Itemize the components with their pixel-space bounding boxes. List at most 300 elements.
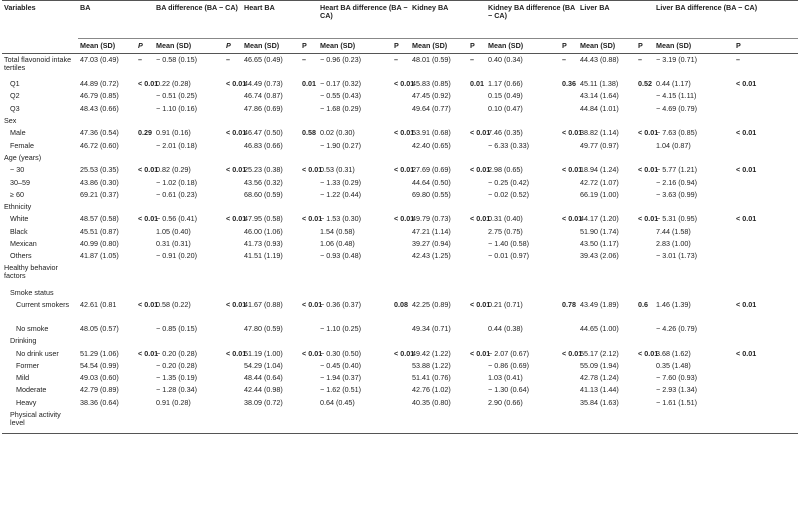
mean-sd-cell: 41.51 (1.19) (244, 251, 283, 261)
mean-sd-cell (410, 201, 468, 213)
mean-sd-cell (486, 201, 560, 213)
p-value-cell (468, 384, 486, 396)
p-value-cell (224, 323, 242, 335)
p-value-cell (300, 286, 318, 298)
subheader-p: P (224, 39, 242, 54)
p-value-cell (468, 152, 486, 164)
mean-sd-cell: − 0.61 (0.23) (156, 189, 197, 199)
p-value-cell (224, 189, 242, 201)
mean-sd-cell (154, 115, 224, 127)
p-value-cell (300, 397, 318, 409)
p-value-cell (300, 323, 318, 335)
p-value-cell: < 0.01 (138, 79, 159, 89)
mean-sd-cell (78, 409, 136, 434)
mean-sd-cell (242, 335, 300, 347)
p-value-cell (734, 152, 798, 164)
p-value-cell (734, 286, 798, 298)
table-row (2, 372, 798, 384)
p-value-cell (636, 372, 654, 384)
mean-sd-cell: − 2.16 (0.94) (656, 177, 697, 187)
mean-sd-cell: 41.13 (1.44) (580, 385, 619, 395)
mean-sd-cell: − 0.86 (0.69) (488, 360, 529, 370)
p-value-cell (224, 90, 242, 102)
mean-sd-cell: 54.29 (1.04) (244, 360, 283, 370)
p-value-cell (224, 250, 242, 262)
mean-sd-cell (318, 201, 392, 213)
mean-sd-cell (318, 115, 392, 127)
subheader-p: P (636, 39, 654, 54)
p-value-cell (560, 238, 578, 250)
p-value-cell (136, 335, 154, 347)
p-value-cell: < 0.01 (302, 299, 323, 309)
p-value-cell (300, 226, 318, 238)
p-value-cell (136, 286, 154, 298)
mean-sd-cell (578, 286, 636, 298)
row-label: Drinking (10, 336, 37, 346)
mean-sd-cell: 46.83 (0.66) (244, 140, 283, 150)
mean-sd-cell (318, 409, 392, 434)
mean-sd-cell: 49.42 (1.22) (412, 348, 451, 358)
mean-sd-cell: 69.80 (0.55) (412, 189, 451, 199)
mean-sd-cell: 46.72 (0.60) (80, 140, 119, 150)
p-value-cell: < 0.01 (226, 165, 247, 175)
mean-sd-cell: 7.46 (0.35) (488, 128, 523, 138)
mean-sd-cell (486, 262, 560, 286)
p-value-cell (224, 103, 242, 115)
p-value-cell (224, 409, 242, 434)
mean-sd-cell: 2.83 (1.00) (656, 239, 691, 249)
mean-sd-cell: 0.64 (0.45) (320, 397, 355, 407)
mean-sd-cell: − 0.02 (0.52) (488, 189, 529, 199)
header-heart-ba: Heart BA (242, 1, 318, 39)
mean-sd-cell: − 0.20 (0.28) (156, 348, 197, 358)
row-label: Q2 (10, 91, 20, 101)
header-variables: Variables (2, 1, 78, 39)
mean-sd-cell: − 2.93 (1.34) (656, 385, 697, 395)
mean-sd-cell: 53.91 (0.68) (412, 128, 451, 138)
mean-sd-cell: − 0.20 (0.28) (156, 360, 197, 370)
header-kidney-ba: Kidney BA (410, 1, 486, 39)
row-label: Healthy behavior factors (4, 263, 58, 281)
mean-sd-cell: 42.44 (0.98) (244, 385, 283, 395)
p-value-cell: 0.58 (302, 128, 317, 138)
mean-sd-cell: − 0.55 (0.43) (320, 91, 361, 101)
mean-sd-cell (654, 335, 734, 347)
p-value-cell (300, 409, 318, 434)
mean-sd-cell (242, 286, 300, 298)
mean-sd-cell: − 6.33 (0.33) (488, 140, 529, 150)
p-value-cell: < 0.01 (226, 214, 247, 224)
mean-sd-cell: − 3.01 (1.73) (656, 251, 697, 261)
table-row (2, 176, 798, 188)
mean-sd-cell: 42.79 (0.89) (80, 385, 119, 395)
mean-sd-cell (410, 262, 468, 286)
table-row (2, 335, 798, 347)
mean-sd-cell: 43.86 (0.30) (80, 177, 119, 187)
table-row (2, 238, 798, 250)
p-value-cell (224, 176, 242, 188)
mean-sd-cell: 1.54 (0.58) (320, 226, 355, 236)
mean-sd-cell (154, 262, 224, 286)
row-label: Physical activity level (2, 409, 78, 434)
subheader-p: P (734, 39, 798, 54)
p-value-cell (636, 103, 654, 115)
p-value-cell (392, 262, 410, 286)
p-value-cell: < 0.01 (638, 128, 659, 138)
p-value-cell (392, 139, 410, 151)
mean-sd-cell: − 0.01 (0.97) (488, 251, 529, 261)
table-row (2, 201, 798, 213)
p-value-cell (636, 323, 654, 335)
mean-sd-cell (78, 335, 136, 347)
p-value-cell: – (638, 55, 643, 64)
mean-sd-cell: 47.21 (1.14) (412, 226, 451, 236)
p-value-cell (560, 286, 578, 298)
mean-sd-cell: − 1.40 (0.58) (488, 239, 529, 249)
mean-sd-cell (654, 409, 734, 434)
p-value-cell (468, 372, 486, 384)
p-value-cell (468, 115, 486, 127)
p-value-cell (734, 103, 798, 115)
p-value-cell (468, 238, 486, 250)
p-value-cell (224, 115, 242, 127)
subheader-mean: Mean (SD) (154, 39, 224, 54)
p-value-cell (300, 139, 318, 151)
p-value-cell (468, 409, 486, 434)
p-value-cell (392, 323, 410, 335)
p-value-cell (224, 372, 242, 384)
mean-sd-cell (486, 409, 560, 434)
p-value-cell (300, 384, 318, 396)
mean-sd-cell: 49.77 (0.97) (580, 140, 619, 150)
mean-sd-cell: − 5.77 (1.21) (656, 165, 697, 175)
p-value-cell: < 0.01 (394, 348, 415, 358)
p-value-cell (392, 335, 410, 347)
p-value-cell (560, 384, 578, 396)
p-value-cell (636, 335, 654, 347)
subheader-p: P (136, 39, 154, 54)
p-value-cell: < 0.01 (394, 214, 415, 224)
mean-sd-cell: 0.91 (0.16) (156, 128, 191, 138)
p-value-cell (392, 176, 410, 188)
p-value-cell (734, 189, 798, 201)
p-value-cell (300, 115, 318, 127)
table-row (2, 397, 798, 409)
table-row (2, 226, 798, 238)
mean-sd-cell (578, 201, 636, 213)
mean-sd-cell: − 5.31 (0.95) (656, 214, 697, 224)
subheader-p: P (300, 39, 318, 54)
p-value-cell (136, 176, 154, 188)
p-value-cell (468, 176, 486, 188)
p-value-cell (300, 103, 318, 115)
mean-sd-cell: 46.79 (0.85) (80, 91, 119, 101)
mean-sd-cell: 18.94 (1.24) (580, 165, 619, 175)
mean-sd-cell (654, 115, 734, 127)
mean-sd-cell: 55.17 (2.12) (580, 348, 619, 358)
p-value-cell: 0.29 (138, 128, 152, 138)
p-value-cell: – (394, 55, 399, 64)
mean-sd-cell: 68.60 (0.59) (244, 189, 283, 199)
row-label: Q1 (10, 79, 20, 89)
mean-sd-cell: 49.64 (0.77) (412, 103, 451, 113)
mean-sd-cell: 46.74 (0.87) (244, 91, 283, 101)
p-value-cell (636, 152, 654, 164)
p-value-cell (468, 139, 486, 151)
mean-sd-cell: − 0.91 (0.20) (156, 251, 197, 261)
p-value-cell (136, 103, 154, 115)
p-value-cell (734, 238, 798, 250)
p-value-cell (392, 201, 410, 213)
subheader-mean: Mean (SD) (410, 39, 468, 54)
mean-sd-cell: 0.82 (0.29) (156, 165, 191, 175)
mean-sd-cell: 44.89 (0.72) (80, 79, 119, 89)
mean-sd-cell: 38.82 (1.14) (580, 128, 619, 138)
p-value-cell (560, 189, 578, 201)
mean-sd-cell (410, 335, 468, 347)
mean-sd-cell: 35.84 (1.63) (580, 397, 619, 407)
mean-sd-cell (654, 152, 734, 164)
p-value-cell (468, 226, 486, 238)
mean-sd-cell: 1.03 (0.41) (488, 373, 523, 383)
row-label: No smoke (16, 323, 49, 333)
mean-sd-cell: 25.23 (0.38) (244, 165, 283, 175)
p-value-cell (224, 286, 242, 298)
p-value-cell (392, 226, 410, 238)
mean-sd-cell: 49.34 (0.71) (412, 323, 451, 333)
p-value-cell: < 0.01 (736, 165, 757, 175)
p-value-cell (636, 409, 654, 434)
p-value-cell: < 0.01 (302, 214, 323, 224)
p-value-cell: < 0.01 (226, 79, 247, 89)
mean-sd-cell: − 7.60 (0.93) (656, 373, 697, 383)
p-value-cell (300, 360, 318, 372)
mean-sd-cell: − 3.63 (0.99) (656, 189, 697, 199)
p-value-cell: < 0.01 (470, 165, 491, 175)
p-value-cell (136, 226, 154, 238)
table-row (2, 164, 798, 176)
p-value-cell: < 0.01 (736, 214, 757, 224)
p-value-cell: < 0.01 (138, 165, 159, 175)
mean-sd-cell: 42.43 (1.25) (412, 251, 451, 261)
p-value-cell (468, 335, 486, 347)
subheader-p: P (560, 39, 578, 54)
row-label: Moderate (16, 385, 47, 395)
mean-sd-cell (486, 115, 560, 127)
p-value-cell (300, 262, 318, 286)
p-value-cell (560, 262, 578, 286)
p-value-cell: < 0.01 (470, 348, 491, 358)
p-value-cell (468, 323, 486, 335)
mean-sd-cell (578, 262, 636, 286)
row-label: Sex (4, 116, 17, 126)
p-value-cell: < 0.01 (736, 79, 757, 89)
table-row (2, 139, 798, 151)
mean-sd-cell: 51.19 (1.00) (244, 348, 283, 358)
mean-sd-cell: − 0.25 (0.42) (488, 177, 529, 187)
p-value-cell (392, 250, 410, 262)
mean-sd-cell (410, 409, 468, 434)
mean-sd-cell: 0.22 (0.28) (156, 79, 191, 89)
mean-sd-cell: 41.67 (0.88) (244, 299, 283, 309)
p-value-cell (300, 238, 318, 250)
mean-sd-cell (578, 335, 636, 347)
mean-sd-cell: 49.79 (0.73) (412, 214, 451, 224)
row-label: Female (10, 140, 34, 150)
p-value-cell (468, 286, 486, 298)
mean-sd-cell: 2.75 (0.75) (488, 226, 523, 236)
p-value-cell (224, 384, 242, 396)
p-value-cell (224, 397, 242, 409)
mean-sd-cell: 0.53 (0.31) (320, 165, 355, 175)
table-row (2, 78, 798, 90)
p-value-cell (560, 250, 578, 262)
p-value-cell (300, 152, 318, 164)
mean-sd-cell (318, 286, 392, 298)
p-value-cell (300, 90, 318, 102)
mean-sd-cell: 69.21 (0.37) (80, 189, 119, 199)
mean-sd-cell (78, 262, 136, 286)
mean-sd-cell: 7.44 (1.58) (656, 226, 691, 236)
p-value-cell (136, 238, 154, 250)
row-label: Q3 (10, 103, 20, 113)
mean-sd-cell: 39.43 (2.06) (580, 251, 619, 261)
mean-sd-cell: 44.65 (1.00) (580, 323, 619, 333)
mean-sd-cell: − 0.17 (0.32) (320, 79, 361, 89)
mean-sd-cell: 1.04 (0.87) (656, 140, 691, 150)
p-value-cell (392, 384, 410, 396)
subheader-mean: Mean (SD) (242, 39, 300, 54)
p-value-cell (392, 238, 410, 250)
mean-sd-cell: − 1.30 (0.64) (488, 385, 529, 395)
mean-sd-cell: 44.84 (1.01) (580, 103, 619, 113)
row-label: Mild (16, 373, 30, 383)
mean-sd-cell: − 1.53 (0.30) (320, 214, 361, 224)
p-value-cell (224, 152, 242, 164)
p-value-cell (136, 409, 154, 434)
p-value-cell (300, 372, 318, 384)
p-value-cell (392, 115, 410, 127)
header-ba: BA (78, 1, 154, 39)
p-value-cell: < 0.01 (394, 128, 415, 138)
mean-sd-cell: 42.76 (1.02) (412, 385, 451, 395)
p-value-cell: < 0.01 (736, 348, 757, 358)
mean-sd-cell: 43.56 (0.32) (244, 177, 283, 187)
table-row (2, 90, 798, 102)
mean-sd-cell (242, 115, 300, 127)
mean-sd-cell (486, 335, 560, 347)
mean-sd-cell: 40.35 (0.80) (412, 397, 451, 407)
p-value-cell: < 0.01 (470, 299, 491, 309)
p-value-cell (224, 201, 242, 213)
row-label: No drink user (16, 348, 59, 358)
mean-sd-cell: 1.05 (0.40) (156, 226, 191, 236)
mean-sd-cell: 3.68 (1.62) (656, 348, 691, 358)
mean-sd-cell (154, 286, 224, 298)
mean-sd-cell: 0.58 (0.22) (156, 299, 191, 309)
mean-sd-cell: 45.83 (0.85) (412, 79, 451, 89)
mean-sd-cell: 51.41 (0.76) (412, 373, 451, 383)
mean-sd-cell: 54.54 (0.99) (80, 360, 119, 370)
mean-sd-cell: − 0.45 (0.40) (320, 360, 361, 370)
p-value-cell (560, 152, 578, 164)
subheader-p: P (392, 39, 410, 54)
p-value-cell (734, 90, 798, 102)
p-value-cell (734, 397, 798, 409)
p-value-cell (560, 90, 578, 102)
mean-sd-cell (654, 201, 734, 213)
mean-sd-cell (410, 152, 468, 164)
p-value-cell (392, 189, 410, 201)
mean-sd-cell (654, 262, 734, 286)
mean-sd-cell (242, 201, 300, 213)
p-value-cell (636, 384, 654, 396)
p-value-cell: – (138, 55, 142, 64)
mean-sd-cell: 1.46 (1.39) (656, 299, 691, 309)
mean-sd-cell: − 1.62 (0.51) (320, 385, 361, 395)
mean-sd-cell: − 0.93 (0.48) (320, 251, 361, 261)
mean-sd-cell: 38.09 (0.72) (244, 397, 283, 407)
mean-sd-cell: − 3.19 (0.71) (656, 55, 697, 64)
mean-sd-cell: 42.78 (1.24) (580, 373, 619, 383)
p-value-cell (734, 139, 798, 151)
mean-sd-cell (486, 286, 560, 298)
mean-sd-cell: 45.11 (1.38) (580, 79, 619, 89)
p-value-cell (468, 201, 486, 213)
mean-sd-cell: − 7.63 (0.85) (656, 128, 697, 138)
row-label: Smoke status (10, 287, 54, 297)
p-value-cell: 0.08 (394, 299, 409, 309)
mean-sd-cell: 41.73 (0.93) (244, 239, 283, 249)
mean-sd-cell: − 0.96 (0.23) (320, 55, 361, 64)
row-label: Heavy (16, 397, 37, 407)
p-value-cell: 0.01 (302, 79, 317, 89)
p-value-cell: – (562, 55, 567, 64)
mean-sd-cell: 0.91 (0.28) (156, 397, 191, 407)
mean-sd-cell: 43.49 (1.89) (580, 299, 619, 309)
mean-sd-cell: 48.44 (0.64) (244, 373, 283, 383)
mean-sd-cell: − 1.33 (0.29) (320, 177, 361, 187)
mean-sd-cell: 0.02 (0.30) (320, 128, 355, 138)
table-row (2, 152, 798, 164)
mean-sd-cell: 0.44 (0.38) (488, 323, 523, 333)
p-value-cell (136, 189, 154, 201)
p-value-cell (224, 139, 242, 151)
p-value-cell: 0.01 (470, 79, 485, 89)
mean-sd-cell: 48.43 (0.66) (80, 103, 119, 113)
mean-sd-cell: 43.14 (1.64) (580, 91, 619, 101)
p-value-cell (734, 201, 798, 213)
mean-sd-cell: 55.09 (1.94) (580, 360, 619, 370)
p-value-cell: < 0.01 (562, 348, 583, 358)
mean-sd-cell: − 4.69 (0.79) (656, 103, 697, 113)
p-value-cell (224, 238, 242, 250)
mean-sd-cell: 47.95 (0.58) (244, 214, 283, 224)
p-value-cell (560, 360, 578, 372)
mean-sd-cell (242, 152, 300, 164)
p-value-cell (136, 90, 154, 102)
row-label: Current smokers (16, 299, 70, 309)
mean-sd-cell: 47.86 (0.69) (244, 103, 283, 113)
row-label: Black (10, 226, 28, 236)
p-value-cell (734, 176, 798, 188)
mean-sd-cell: − 2.01 (0.18) (156, 140, 197, 150)
p-value-cell: < 0.01 (226, 299, 247, 309)
table-row (2, 103, 798, 115)
p-value-cell (636, 250, 654, 262)
mean-sd-cell: 1.17 (0.66) (488, 79, 523, 89)
header-liver-ba: Liver BA (578, 1, 654, 39)
